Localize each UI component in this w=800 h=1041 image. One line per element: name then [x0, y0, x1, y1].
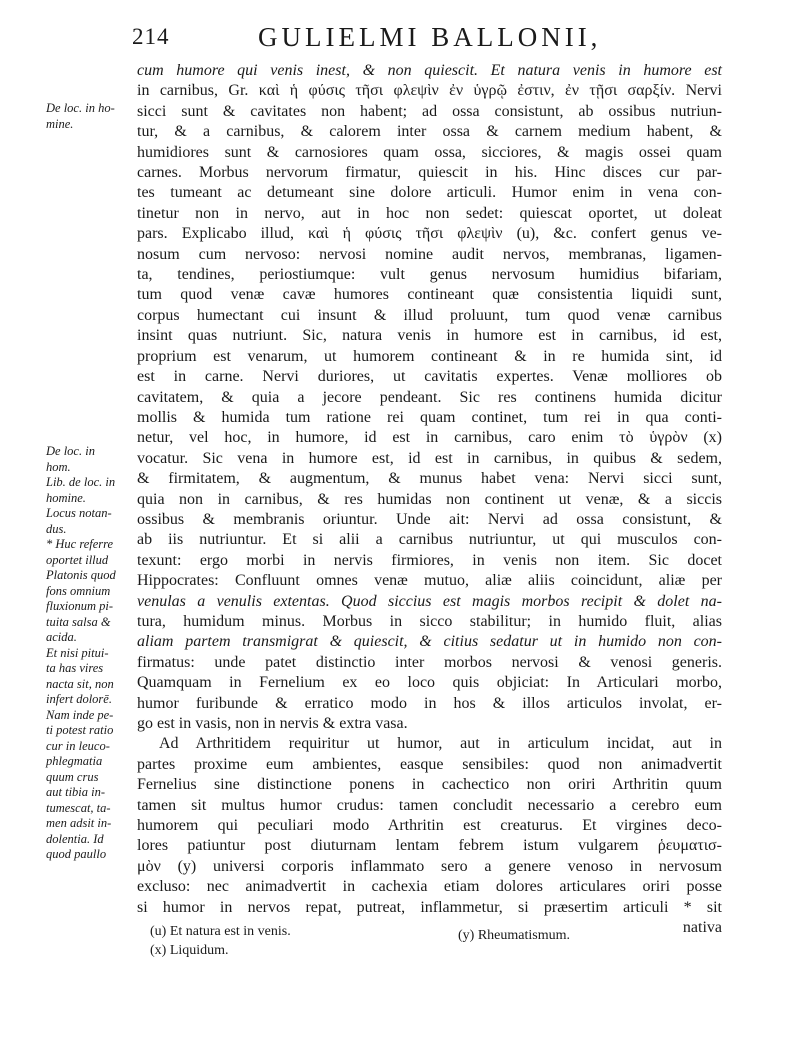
page-number: 214 — [132, 24, 170, 49]
margin-note-1-block — [46, 101, 130, 132]
text-line: Fernelius sine distinctione ponens in cachectico non oriri Arthritin quum — [137, 776, 722, 794]
text-line: texunt: ergo morbi in nervis firmiores, in venis non item. Sic docet — [137, 551, 722, 569]
text-line: corpus humectant cui insunt & illud proluunt, tum quod venæ carnibus — [137, 306, 722, 324]
text-line: est in carne. Nervi duriores, ut cavitatis expertes. Venæ molliores ob — [137, 368, 722, 386]
text-line: venulas a venulis extentas. Quod siccius est magis morbos recipit & dolet na- — [137, 592, 722, 610]
text-line: ta, tendines, periostiumque: vult genus nervosum humidius bifariam, — [137, 266, 722, 284]
text-line: go est in vasis, non in nervis & extra vasa. — [137, 715, 408, 732]
text-line: humorem qui peculiari modo Arthritin est creaturus. Et virgines deco- — [137, 817, 722, 835]
text-line: Ad Arthritidem requiritur ut humor, aut in articulum incidat, aut in — [159, 735, 722, 753]
text-line: Quamquam in Fernelium ex eo loco quis objiciat: In Articulari morbo, — [137, 674, 722, 692]
text-line: tum quod venæ cavæ humores contineant quæ consistentia liquidi sunt, — [137, 286, 722, 304]
margin-note-2-block — [46, 444, 130, 863]
text-line: netur, vel hoc, in humore, id est in carnibus, caro enim τὸ ὑγρὸν (x) — [137, 429, 722, 447]
text-line: excluso: nec animadvertit in cachexia etiam dolores articulares oriri posse — [137, 878, 722, 896]
text-line: & firmitatem, & augmentum, & munus habet vena: Nervi sicci sunt, — [137, 470, 722, 488]
text-line: ab iis nutriuntur. Et si alii a carnibus nutriuntur, ut qui musculos con- — [137, 531, 722, 549]
text-line: lores patiuntur post diuturnam lentam febrem istum vulgarem ῥευματισ- — [137, 837, 722, 855]
catchword: nativa — [682, 919, 722, 937]
text-line: tur, & a carnibus, & calorem inter ossa & carnem medium habent, & — [137, 123, 722, 141]
text-line: si humor in nervos repat, putreat, inflammetur, si præsertim articuli * sit — [137, 898, 722, 916]
text-line: cum humore qui venis inest, & non quiescit. Et natura venis in humore est — [137, 62, 722, 79]
footnote-x: (x) Liquidum. — [150, 943, 229, 958]
running-head: GULIELMI BALLONII, — [258, 22, 602, 52]
text-line: humor furibunde & erratico modo in hos & illos articulos involat, er- — [137, 694, 722, 712]
text-line: mollis & humida tum ratione rei quam continet, tum rei in qua conti- — [137, 408, 722, 426]
footnote-y: (y) Rheumatismum. — [458, 928, 570, 943]
text-line: tura, humidum minus. Morbus in sicco stabilitur; in humido fluit, alias — [137, 612, 722, 630]
text-line: carnes. Morbus nervorum firmatur, quiescit in his. Hinc disces cur par- — [137, 164, 722, 182]
text-line: tamen sit multus humor crudus: tamen concludit necessario a cerebro eum — [137, 796, 722, 814]
text-line: proprium est venarum, ut humorem contineant & in re humida sint, id — [137, 347, 722, 365]
text-line: cavitatem, & quia a jecore pendeant. Sic res continens humida dicitur — [137, 388, 722, 406]
margin-note-2: De loc. in hom. Lib. de loc. in homine. Locus notan- dus. * Huc referre oportet illud Platonis quod fons omnium fluxionum pi- tuita salsa & acida. Et nisi pitui- ta has vires nacta sit, non infert dolorē. Nam inde pe- ti potest ratio cur in leuco- phlegmatia quum crus aut tibia in- tumescat, ta- men adsit in- dolentia. Id quod paullo — [46, 444, 116, 861]
footnote-u: (u) Et natura est in venis. — [150, 924, 291, 939]
text-line: Hippocrates: Confluunt omnes venæ mutuo, aliæ aliis coincidunt, aliæ per — [137, 572, 722, 590]
text-line: partes proxime eum ambientes, easque sensibiles: quod non animadvertit — [137, 755, 722, 773]
text-line: vocatur. Sic vena in humore est, id est in carnibus, in quibus & sedem, — [137, 449, 722, 467]
text-line: μὸν (y) universi corporis inflammato sero a genere venoso in nervosum — [137, 857, 722, 875]
main-text — [137, 61, 722, 938]
text-line: tes tumeant ac detumeant sine dolore articuli. Humor enim in vena con- — [137, 184, 722, 202]
margin-note-1: De loc. in ho- mine. — [46, 101, 115, 131]
text-line: humidiores sunt & carnosiores quam ossa, sicciores, & magis ossei quam — [137, 143, 722, 161]
text-line: pars. Explicabo illud, καὶ ἡ φύσις τῆσι φλεψὶν (u), &c. confert genus ve- — [137, 225, 722, 243]
text-line: firmatus: unde patet distinctio inter morbos nervosi & venosi generis. — [137, 653, 722, 671]
text-line: in carnibus, Gr. καὶ ἡ φύσις τῆσι φλεψὶν ἐν ὑγρῷ ἐστιν, ἐν τῇσι σαρξίν. Nervi — [137, 82, 722, 100]
text-line: insint quas nutriunt. Sic, natura venis in humore est in carnibus, id est, — [137, 327, 722, 345]
text-line: ossibus & membranis oriuntur. Unde ait: Nervi ad ossa consistunt, & — [137, 510, 722, 528]
text-line: quia non in carnibus, & res humidas non continent ut venæ, & a siccis — [137, 490, 722, 508]
text-line: sicci sunt & cavitates non habent; ad ossa consistunt, ab ossibus nutriun- — [137, 102, 722, 120]
text-line: aliam partem transmigrat & quiescit, & citius sedatur ut in humido non con- — [137, 633, 722, 651]
text-line: nosum cum nervoso: nervosi nomine audit nervos, membranas, ligamen- — [137, 245, 722, 263]
text-line: tinetur non in nervo, aut in hoc non sedet: quiescat oportet, ut doleat — [137, 204, 722, 222]
